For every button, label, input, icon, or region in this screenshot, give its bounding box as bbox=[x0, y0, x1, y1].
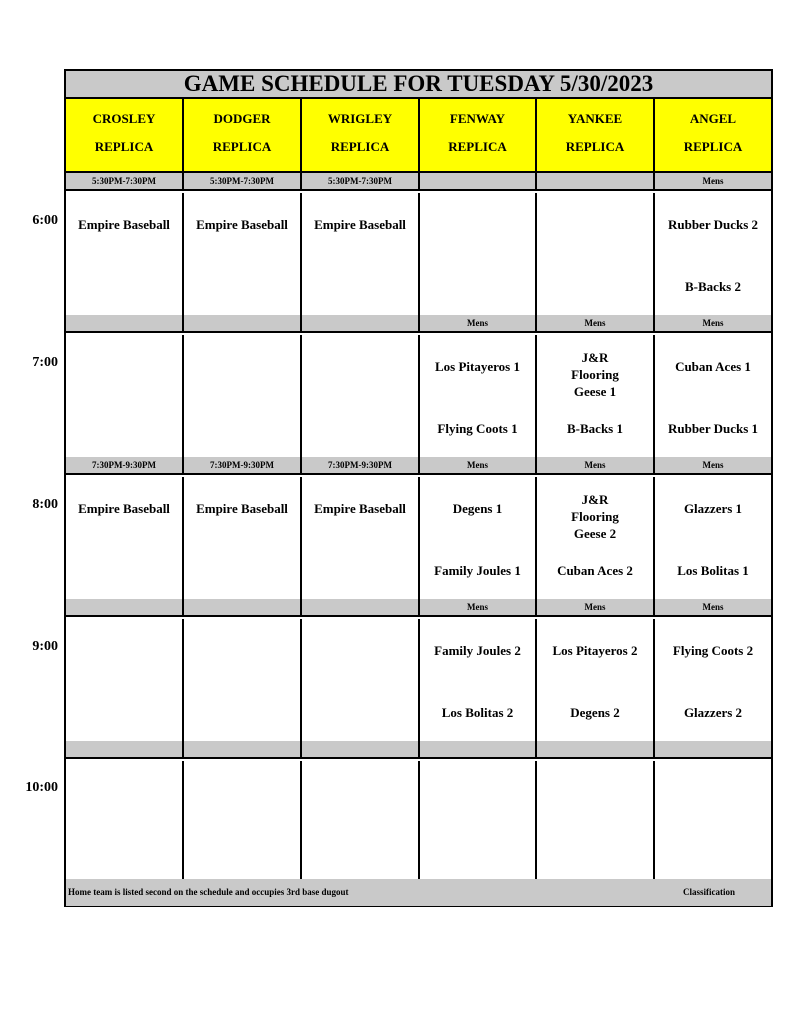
slot-label-row bbox=[66, 315, 771, 333]
game-cell bbox=[184, 477, 302, 599]
slot-label: Mens bbox=[655, 457, 771, 473]
slot-label bbox=[184, 741, 302, 757]
time-label: 6:00 bbox=[32, 213, 58, 228]
team-first: J&R Flooring Geese 2 bbox=[571, 492, 619, 541]
field-suffix: REPLICA bbox=[565, 139, 625, 154]
schedule-title: GAME SCHEDULE FOR TUESDAY 5/30/2023 bbox=[66, 71, 771, 99]
slot-label: 7:30PM-9:30PM bbox=[302, 457, 420, 473]
game-cell bbox=[420, 335, 537, 457]
field-header bbox=[420, 99, 537, 171]
game-cell bbox=[655, 761, 771, 881]
game-cell bbox=[302, 477, 420, 599]
game-row bbox=[66, 477, 771, 601]
team-first: Empire Baseball bbox=[314, 217, 406, 232]
game-cell bbox=[537, 193, 655, 315]
team-first: Empire Baseball bbox=[78, 217, 170, 232]
team-second: Glazzers 2 bbox=[683, 705, 743, 720]
field-header-row bbox=[66, 99, 771, 173]
slot-label bbox=[537, 741, 655, 757]
game-cell bbox=[537, 761, 655, 881]
time-label: 7:00 bbox=[32, 355, 58, 370]
slot-label bbox=[302, 315, 420, 331]
slot-label: Mens bbox=[537, 315, 655, 331]
team-first: Glazzers 1 bbox=[683, 501, 743, 516]
game-cell bbox=[655, 335, 771, 457]
slot-label bbox=[184, 315, 302, 331]
time-label: 9:00 bbox=[32, 639, 58, 654]
field-header bbox=[302, 99, 420, 171]
game-cell bbox=[655, 619, 771, 741]
field-header bbox=[655, 99, 771, 171]
team-second: Rubber Ducks 1 bbox=[667, 421, 759, 436]
team-first: Los Pitayeros 1 bbox=[435, 359, 520, 374]
game-cell bbox=[655, 477, 771, 599]
field-header bbox=[66, 99, 184, 171]
team-second: Family Joules 1 bbox=[434, 563, 521, 578]
slot-label: Mens bbox=[420, 457, 537, 473]
game-cell bbox=[655, 193, 771, 315]
slot-label bbox=[655, 741, 771, 757]
game-row bbox=[66, 761, 771, 883]
team-first: Los Pitayeros 2 bbox=[552, 643, 638, 658]
slot-label bbox=[66, 315, 184, 331]
field-suffix: REPLICA bbox=[448, 139, 507, 154]
game-cell bbox=[420, 761, 537, 881]
field-suffix: REPLICA bbox=[94, 139, 154, 154]
team-second: Flying Coots 1 bbox=[437, 421, 518, 436]
field-name: CROSLEY bbox=[92, 111, 156, 126]
footer-note: Home team is listed second on the schedule and occupies 3rd base dugout bbox=[68, 887, 349, 897]
game-row bbox=[66, 335, 771, 459]
field-name: DODGER bbox=[213, 111, 271, 126]
field-name: YANKEE bbox=[567, 111, 623, 126]
slot-label: Mens bbox=[537, 599, 655, 615]
team-first: Degens 1 bbox=[452, 501, 503, 516]
slot-label: 7:30PM-9:30PM bbox=[184, 457, 302, 473]
field-suffix: REPLICA bbox=[212, 139, 272, 154]
slot-label: Mens bbox=[655, 173, 771, 189]
slot-label-row bbox=[66, 741, 771, 759]
slot-label-row bbox=[66, 457, 771, 475]
slot-label bbox=[184, 599, 302, 615]
slot-label-row bbox=[66, 599, 771, 617]
game-cell bbox=[537, 619, 655, 741]
field-suffix: REPLICA bbox=[330, 139, 390, 154]
game-cell bbox=[302, 619, 420, 741]
slot-label: Mens bbox=[537, 457, 655, 473]
team-first: Rubber Ducks 2 bbox=[667, 217, 759, 232]
slot-label: 5:30PM-7:30PM bbox=[184, 173, 302, 189]
game-cell bbox=[184, 335, 302, 457]
footer-classification: Classification bbox=[683, 887, 736, 897]
game-cell bbox=[184, 619, 302, 741]
team-first: Family Joules 2 bbox=[434, 643, 521, 658]
team-first: Empire Baseball bbox=[78, 501, 170, 516]
slot-label bbox=[537, 173, 655, 189]
slot-label bbox=[420, 173, 537, 189]
field-name: FENWAY bbox=[449, 111, 506, 126]
slot-label bbox=[66, 599, 184, 615]
slot-label-row bbox=[66, 173, 771, 191]
slot-label: Mens bbox=[655, 315, 771, 331]
game-cell bbox=[184, 761, 302, 881]
slot-label: Mens bbox=[420, 315, 537, 331]
field-name: ANGEL bbox=[689, 111, 737, 126]
game-cell bbox=[302, 335, 420, 457]
team-first: Cuban Aces 1 bbox=[675, 359, 751, 374]
time-label: 10:00 bbox=[25, 780, 58, 795]
slot-label: 7:30PM-9:30PM bbox=[66, 457, 184, 473]
slot-label: Mens bbox=[655, 599, 771, 615]
team-first: J&R Flooring Geese 1 bbox=[571, 350, 619, 399]
slot-label bbox=[302, 741, 420, 757]
field-suffix: REPLICA bbox=[683, 139, 743, 154]
team-first: Empire Baseball bbox=[196, 217, 288, 232]
game-cell bbox=[420, 619, 537, 741]
team-second: Los Bolitas 2 bbox=[441, 705, 514, 720]
game-cell bbox=[537, 477, 655, 599]
game-cell bbox=[537, 335, 655, 457]
time-label: 8:00 bbox=[32, 497, 58, 512]
team-first: Empire Baseball bbox=[314, 501, 406, 516]
game-row bbox=[66, 193, 771, 317]
field-header bbox=[184, 99, 302, 171]
game-cell bbox=[66, 619, 184, 741]
team-second: B-Backs 2 bbox=[685, 279, 741, 294]
slot-label: Mens bbox=[420, 599, 537, 615]
team-second: B-Backs 1 bbox=[567, 421, 623, 436]
slot-label: 5:30PM-7:30PM bbox=[302, 173, 420, 189]
slot-label: 5:30PM-7:30PM bbox=[66, 173, 184, 189]
game-cell bbox=[302, 761, 420, 881]
team-second: Degens 2 bbox=[570, 705, 620, 720]
footer-row bbox=[66, 879, 771, 906]
team-second: Cuban Aces 2 bbox=[557, 563, 633, 578]
game-cell bbox=[66, 335, 184, 457]
game-cell bbox=[420, 477, 537, 599]
team-first: Flying Coots 2 bbox=[672, 643, 754, 658]
team-first: Empire Baseball bbox=[196, 501, 288, 516]
game-cell bbox=[302, 193, 420, 315]
slot-label bbox=[66, 741, 184, 757]
game-cell bbox=[66, 193, 184, 315]
game-row bbox=[66, 619, 771, 743]
game-cell bbox=[184, 193, 302, 315]
game-cell bbox=[420, 193, 537, 315]
slot-label bbox=[420, 741, 537, 757]
game-cell bbox=[66, 477, 184, 599]
schedule-table bbox=[64, 69, 773, 907]
slot-label bbox=[302, 599, 420, 615]
game-cell bbox=[66, 761, 184, 881]
field-header bbox=[537, 99, 655, 171]
team-second: Los Bolitas 1 bbox=[677, 563, 749, 578]
field-name: WRIGLEY bbox=[327, 111, 393, 126]
